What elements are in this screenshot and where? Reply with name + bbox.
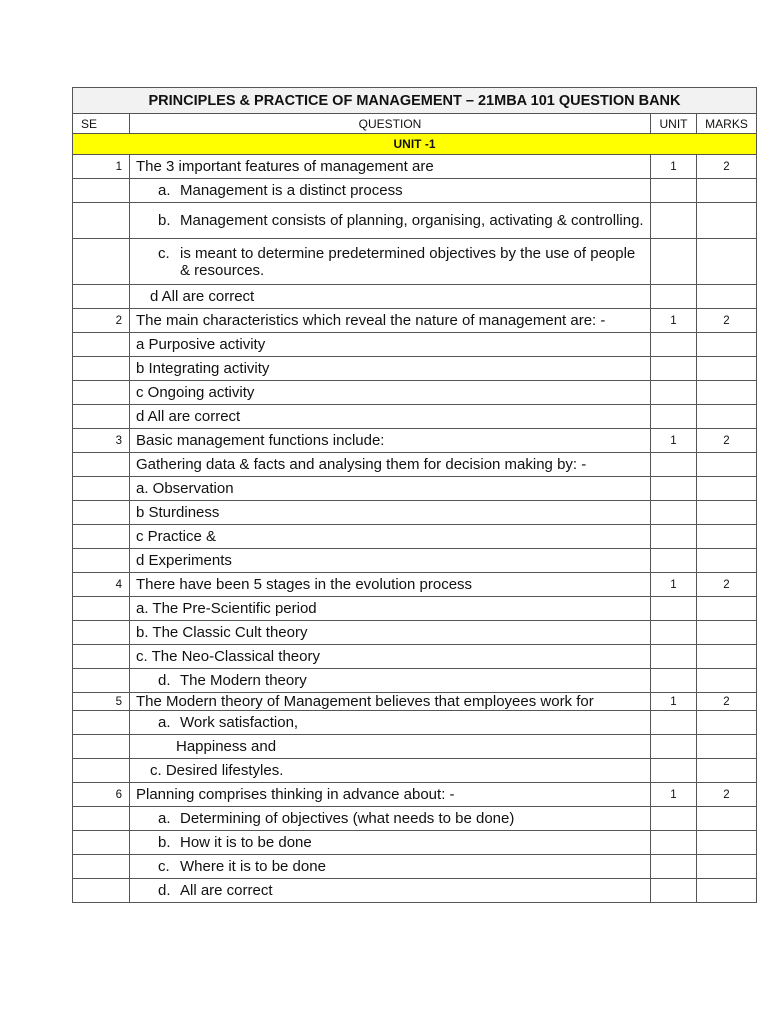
option-row xyxy=(73,807,757,831)
option-label: d. xyxy=(158,672,171,689)
option-row xyxy=(73,759,757,783)
question-row xyxy=(73,429,757,453)
option-label: c. xyxy=(158,858,170,875)
sub-question-text: Gathering data & facts and analysing them for decision making by: - xyxy=(130,453,651,477)
question-marks: 2 xyxy=(697,573,757,597)
question-text: Planning comprises thinking in advance about: - xyxy=(130,783,651,807)
option-text: d Experiments xyxy=(130,549,651,573)
option-row xyxy=(73,179,757,203)
question-number: 5 xyxy=(73,693,130,711)
option-row xyxy=(73,525,757,549)
option-row xyxy=(73,831,757,855)
option-row xyxy=(73,357,757,381)
question-marks: 2 xyxy=(697,783,757,807)
question-number: 2 xyxy=(73,309,130,333)
option-row xyxy=(73,285,757,309)
option-row xyxy=(73,879,757,903)
option-text: c. Desired lifestyles. xyxy=(130,759,651,783)
sub-question-row xyxy=(73,453,757,477)
question-number: 1 xyxy=(73,155,130,179)
option-label: d. xyxy=(158,882,171,899)
option-row xyxy=(73,405,757,429)
option-row xyxy=(73,645,757,669)
unit-label: UNIT -1 xyxy=(73,134,757,155)
question-unit: 1 xyxy=(651,429,697,453)
option-text: b Sturdiness xyxy=(130,501,651,525)
question-row xyxy=(73,783,757,807)
option-row xyxy=(73,711,757,735)
question-header: QUESTION xyxy=(130,114,651,134)
option-row xyxy=(73,477,757,501)
option-label: a. xyxy=(158,810,171,827)
option-text: b. The Classic Cult theory xyxy=(130,621,651,645)
option-text: d All are correct xyxy=(130,405,651,429)
question-number: 6 xyxy=(73,783,130,807)
option-label: b. xyxy=(158,212,171,229)
option-row xyxy=(73,381,757,405)
question-marks: 2 xyxy=(697,155,757,179)
question-unit: 1 xyxy=(651,573,697,597)
question-row xyxy=(73,693,757,711)
question-row xyxy=(73,573,757,597)
option-row xyxy=(73,597,757,621)
question-bank-sheet xyxy=(72,87,756,903)
question-text: The Modern theory of Management believes that employees work for xyxy=(130,693,651,711)
option-row xyxy=(73,333,757,357)
option-text: All are correct xyxy=(180,882,273,899)
option-text: How it is to be done xyxy=(180,834,312,851)
option-row xyxy=(73,669,757,693)
option-text: Work satisfaction, xyxy=(180,714,299,731)
option-text: a. The Pre-Scientific period xyxy=(130,597,651,621)
option-text: Happiness and xyxy=(130,735,651,759)
question-bank-table xyxy=(72,87,757,903)
unit-band xyxy=(73,134,757,155)
question-text: Basic management functions include: xyxy=(130,429,651,453)
question-number: 3 xyxy=(73,429,130,453)
question-marks: 2 xyxy=(697,309,757,333)
option-text: c Practice & xyxy=(130,525,651,549)
option-label: a. xyxy=(158,182,171,199)
option-text: b Integrating activity xyxy=(130,357,651,381)
se-header: SE xyxy=(73,114,130,134)
option-row xyxy=(73,203,757,239)
option-text: c. The Neo-Classical theory xyxy=(130,645,651,669)
question-unit: 1 xyxy=(651,309,697,333)
option-label: b. xyxy=(158,834,171,851)
title-row xyxy=(73,88,757,114)
option-text: a. Observation xyxy=(130,477,651,501)
option-text: The Modern theory xyxy=(180,672,307,689)
question-row xyxy=(73,155,757,179)
option-row xyxy=(73,549,757,573)
document-title: PRINCIPLES & PRACTICE OF MANAGEMENT – 21MBA 101 QUESTION BANK xyxy=(73,88,757,114)
header-row xyxy=(73,114,757,134)
question-unit: 1 xyxy=(651,155,697,179)
option-text: Management is a distinct process xyxy=(180,182,403,199)
option-row xyxy=(73,621,757,645)
question-marks: 2 xyxy=(697,693,757,711)
option-label: c. xyxy=(158,244,170,262)
option-row xyxy=(73,855,757,879)
question-unit: 1 xyxy=(651,783,697,807)
marks-header: MARKS xyxy=(697,114,757,134)
option-text: c Ongoing activity xyxy=(130,381,651,405)
option-row xyxy=(73,501,757,525)
question-row xyxy=(73,309,757,333)
option-text: Management consists of planning, organising, activating & controlling. xyxy=(180,212,644,229)
unit-header: UNIT xyxy=(651,114,697,134)
question-number: 4 xyxy=(73,573,130,597)
option-label: a. xyxy=(158,714,171,731)
option-text: d All are correct xyxy=(130,285,651,309)
question-text: The main characteristics which reveal the nature of management are: - xyxy=(130,309,651,333)
option-text: a Purposive activity xyxy=(130,333,651,357)
option-text: Where it is to be done xyxy=(180,858,326,875)
question-text: There have been 5 stages in the evolution process xyxy=(130,573,651,597)
option-text: Determining of objectives (what needs to be done) xyxy=(180,810,515,827)
option-text: is meant to determine predetermined objectives by the use of people & resources. xyxy=(180,244,636,279)
option-row xyxy=(73,239,757,285)
question-marks: 2 xyxy=(697,429,757,453)
question-unit: 1 xyxy=(651,693,697,711)
question-text: The 3 important features of management are xyxy=(130,155,651,179)
option-row xyxy=(73,735,757,759)
